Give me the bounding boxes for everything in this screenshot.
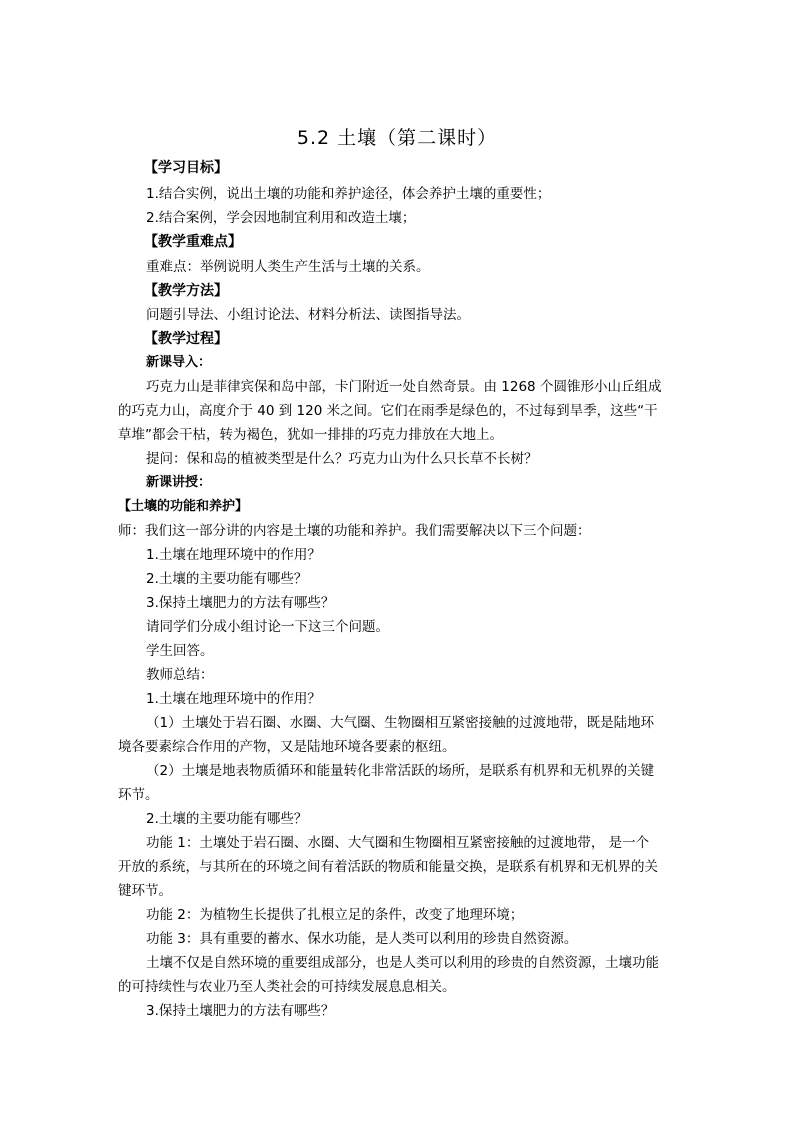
- question-1: 1.土壤在地理环境中的作用？: [146, 547, 321, 563]
- goals-heading: 【学习目标】: [144, 160, 228, 176]
- intro-paragraph-line: 草堆”都会干枯，转为褐色，犹如一排排的巧克力排放在大地上。: [118, 427, 503, 443]
- key-heading: 【教学重难点】: [144, 234, 242, 250]
- teacher-summary: 教师总结：: [146, 667, 214, 683]
- intro-question: 提问：保和岛的植被类型是什么？巧克力山为什么只长草不长树？: [146, 451, 538, 467]
- soil-paragraph-line: 土壤不仅是自然环境的重要组成部分，也是人类可以利用的珍贵的自然资源，土壤功能: [146, 955, 659, 971]
- key-point: 重难点：举例说明人类生产生活与土壤的关系。: [146, 259, 430, 275]
- summary-1a-line: 境各要素综合作用的产物，又是陆地环境各要素的枢纽。: [118, 739, 456, 755]
- discuss-prompt: 请同学们分成小组讨论一下这三个问题。: [146, 619, 389, 635]
- function-1-line: 功能 1：土壤处于岩石圈、水圈、大气圈和生物圈相互紧密接触的过渡地带， 是一个: [146, 835, 650, 851]
- intro-paragraph-line: 的巧克力山，高度介于 40 到 120 米之间。它们在雨季是绿色的，不过每到旱季，这些“干: [118, 403, 658, 419]
- intro-label: 新课导入：: [146, 355, 212, 370]
- function-3: 功能 3：具有重要的蓄水、保水功能，是人类可以利用的珍贵自然资源。: [146, 931, 578, 947]
- function-1-line: 开放的系统，与其所在的环境之间有着活跃的物质和能量交换，是联系有机界和无机界的关: [118, 859, 658, 875]
- page-title: 5.2 土壤（第二课时）: [296, 127, 498, 149]
- summary-1b-line: （2）土壤是地表物质循环和能量转化非常活跃的场所，是联系有机界和无机界的关键: [146, 763, 655, 779]
- intro-paragraph-line: 巧克力山是菲律宾保和岛中部，卡门附近一处自然奇景。由 1268 个圆锥形小山丘组成: [146, 379, 662, 395]
- lecture-topic: 【土壤的功能和养护】: [118, 499, 249, 514]
- summary-3: 3.保持土壤肥力的方法有哪些？: [146, 1003, 335, 1019]
- teacher-intro: 师：我们这一部分讲的内容是土壤的功能和养护。我们需要解决以下三个问题：: [118, 523, 591, 539]
- summary-1b-line: 环节。: [118, 787, 159, 803]
- process-heading: 【教学过程】: [144, 331, 228, 347]
- function-1-line: 键环节。: [118, 883, 172, 899]
- lecture-label: 新课讲授：: [146, 475, 212, 490]
- function-2: 功能 2：为植物生长提供了扎根立足的条件，改变了地理环境；: [146, 907, 524, 923]
- methods-text: 问题引导法、小组讨论法、材料分析法、读图指导法。: [146, 307, 470, 323]
- question-2: 2.土壤的主要功能有哪些？: [146, 571, 308, 587]
- soil-paragraph-line: 的可持续性与农业乃至人类社会的可持续发展息息相关。: [118, 979, 456, 995]
- goal-2: 2.结合案例，学会因地制宜利用和改造土壤；: [146, 210, 416, 226]
- summary-2: 2.土壤的主要功能有哪些？: [146, 811, 308, 827]
- summary-1a-line: （1）土壤处于岩石圈、水圈、大气圈、生物圈相互紧密接触的过渡地带，既是陆地环: [146, 715, 655, 731]
- goal-1: 1.结合实例，说出土壤的功能和养护途径，体会养护土壤的重要性；: [146, 186, 551, 202]
- question-3: 3.保持土壤肥力的方法有哪些？: [146, 595, 335, 611]
- summary-1: 1.土壤在地理环境中的作用？: [146, 691, 321, 707]
- method-heading: 【教学方法】: [144, 283, 228, 299]
- student-answer: 学生回答。: [146, 643, 214, 659]
